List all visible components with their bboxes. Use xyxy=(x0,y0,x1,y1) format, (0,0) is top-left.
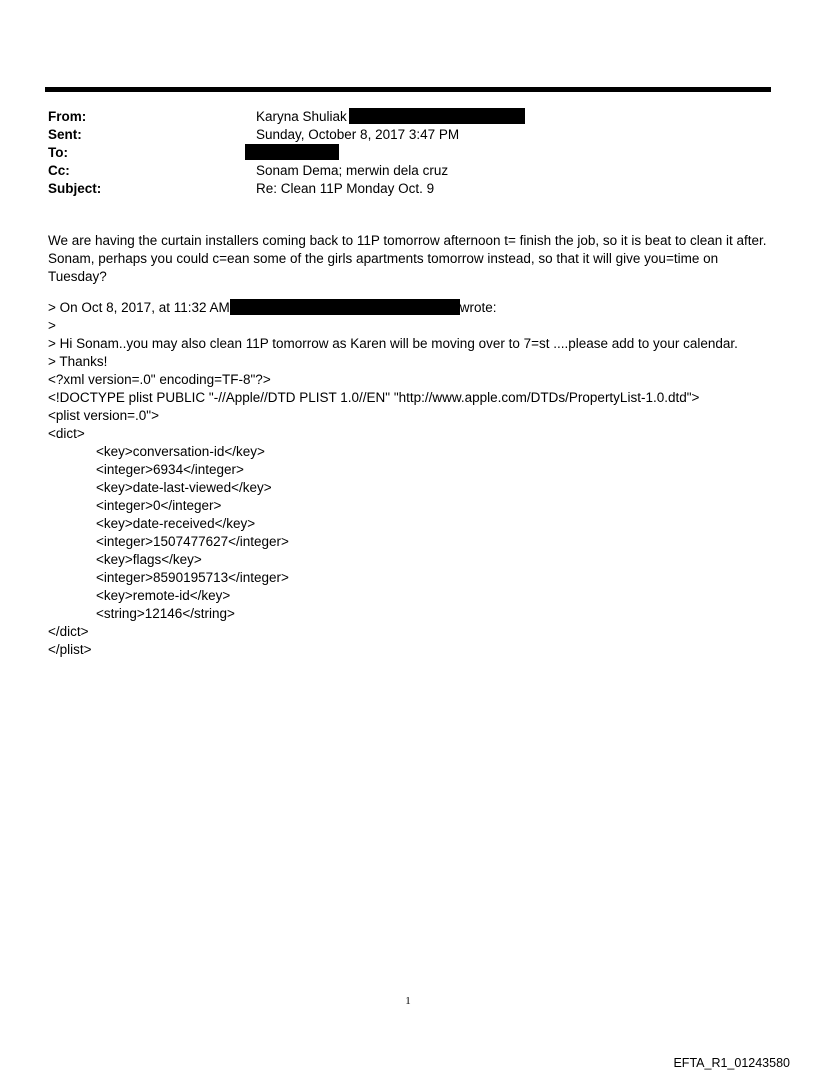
cc-value: Sonam Dema; merwin dela cruz xyxy=(256,163,449,178)
xml-close-dict: </dict> xyxy=(48,624,89,639)
quote-on-prefix: > On Oct 8, 2017, at 11:32 AM xyxy=(48,300,230,315)
xml-line: <dict> xyxy=(48,426,85,441)
from-row xyxy=(48,108,768,126)
xml-indented-line: <key>date-last-viewed</key> xyxy=(96,480,272,495)
xml-indented-line: <key>conversation-id</key> xyxy=(96,444,265,459)
quote-on-line xyxy=(48,299,768,317)
to-redaction xyxy=(245,144,339,160)
sent-row xyxy=(48,126,768,144)
xml-indented-line: <key>remote-id</key> xyxy=(96,588,231,603)
subject-value: Re: Clean 11P Monday Oct. 9 xyxy=(256,181,435,196)
cc-label: Cc: xyxy=(48,163,70,178)
quote-on-suffix: wrote: xyxy=(459,300,497,315)
spacer xyxy=(48,286,768,299)
cc-row xyxy=(48,162,768,180)
from-redaction xyxy=(349,108,525,124)
email-header xyxy=(48,108,768,198)
email-body xyxy=(48,232,768,659)
from-name: Karyna Shuliak xyxy=(256,109,347,124)
xml-indented-line: <integer>1507477627</integer> xyxy=(96,534,289,549)
sent-label: Sent: xyxy=(48,127,82,142)
header-rule xyxy=(45,87,771,92)
xml-indented-line: <key>date-received</key> xyxy=(96,516,256,531)
xml-line: <plist version=.0"> xyxy=(48,408,159,423)
from-value xyxy=(256,108,525,126)
to-value xyxy=(245,144,339,163)
page-number: 1 xyxy=(405,995,411,1007)
xml-indented-line: <integer>8590195713</integer> xyxy=(96,570,289,585)
subject-row xyxy=(48,180,768,198)
quote-line-1: > Hi Sonam..you may also clean 11P tomorrow as Karen will be moving over to 7=st ....please add to your calendar. xyxy=(48,336,738,351)
quote-line-2: > Thanks! xyxy=(48,354,108,369)
xml-indented-line: <string>12146</string> xyxy=(96,606,235,621)
xml-indented-line: <key>flags</key> xyxy=(96,552,202,567)
bates-number: EFTA_R1_01243580 xyxy=(673,1056,790,1070)
xml-line: <!DOCTYPE plist PUBLIC "-//Apple//DTD PLIST 1.0//EN" "http://www.apple.com/DTDs/PropertyList-1.0.dtd"> xyxy=(48,390,700,405)
xml-indented-line: <integer>0</integer> xyxy=(96,498,222,513)
body-paragraph: We are having the curtain installers coming back to 11P tomorrow afternoon t= finish the job, so it is beat to clean it after. Sonam, perhaps you could c=ean some of the girls apartments tomorrow instead, so that it will give you=time on Tuesday? xyxy=(48,233,767,284)
from-label: From: xyxy=(48,109,87,124)
to-row xyxy=(48,144,768,162)
xml-close-plist: </plist> xyxy=(48,642,92,657)
xml-indented-line: <integer>6934</integer> xyxy=(96,462,244,477)
subject-label: Subject: xyxy=(48,181,102,196)
sent-value: Sunday, October 8, 2017 3:47 PM xyxy=(256,127,460,142)
quote-blank: > xyxy=(48,318,56,333)
quote-sender-redaction xyxy=(230,299,460,315)
xml-line: <?xml version=.0" encoding=TF-8"?> xyxy=(48,372,271,387)
to-label: To: xyxy=(48,145,68,160)
